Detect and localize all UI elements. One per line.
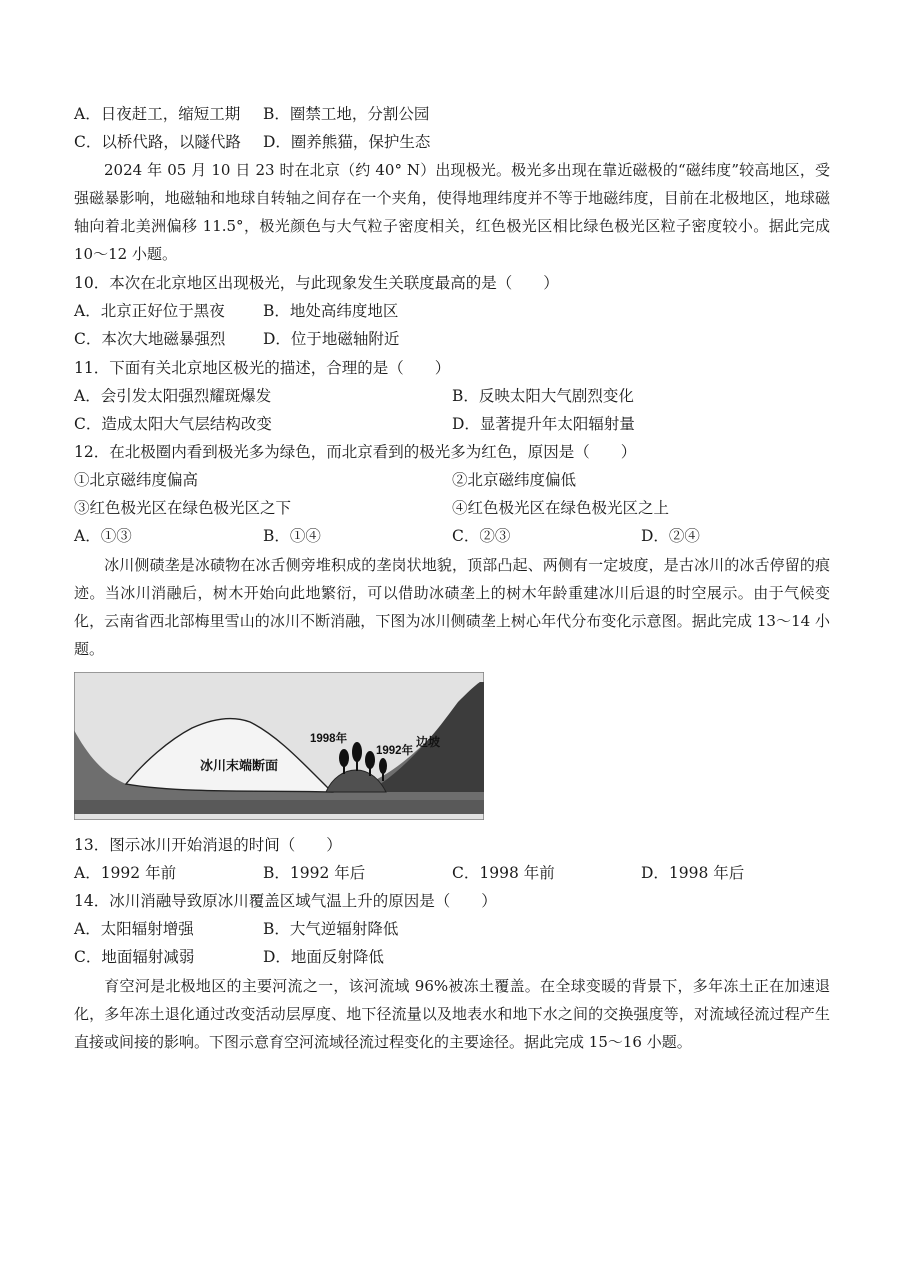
q14-option-c: C．地面辐射减弱 [74, 948, 195, 966]
q14-option-a: A．太阳辐射增强 [74, 920, 194, 938]
year-1998-label: 1998年 [310, 733, 348, 745]
glacier-label: 冰川末端断面 [200, 758, 279, 773]
q9-option-d: D．圈养熊猫，保护生态 [263, 133, 431, 151]
q11-option-a: A．会引发太阳强烈耀斑爆发 [74, 387, 272, 405]
q10-option-c: C．本次大地磁暴强烈 [74, 330, 226, 348]
q13-stem: 13．图示冰川开始消退的时间（ ） [74, 836, 342, 854]
aurora-intro-text: 2024 年 05 月 10 日 23 时在北京（约 40° N）出现极光。极光多出现在靠近磁极的“磁纬度”较高地区，受强磁暴影响，地磁轴和地球自转轴之间存在一个夹角，使得地理纬度并不等于地磁纬度，目前在北极地区，地球磁轴向着北美洲偏移 11.5°，极光颜色与大气粒子密度相关，红色极光区相比绿色极光区粒子密度较小。据此完成 10～12 小题。 [74, 161, 830, 263]
q10-option-a: A．北京正好位于黑夜 [74, 302, 225, 320]
glacier-intro-paragraph [74, 551, 830, 663]
aurora-intro-paragraph [74, 156, 830, 268]
q13-option-b: B．1992 年后 [263, 864, 366, 882]
q12-option-b: B．①④ [263, 527, 321, 545]
q12-statement-2: ②北京磁纬度偏低 [452, 471, 577, 489]
q12-statement-3: ③红色极光区在绿色极光区之下 [74, 499, 292, 517]
q9-option-c: C．以桥代路，以隧代路 [74, 133, 241, 151]
q12-statement-1: ①北京磁纬度偏高 [74, 471, 199, 489]
q11-option-d: D．显著提升年太阳辐射量 [452, 415, 635, 433]
q13-option-c: C．1998 年前 [452, 864, 555, 882]
q11-option-c: C．造成太阳大气层结构改变 [74, 415, 272, 433]
glacier-intro-text: 冰川侧碛垄是冰碛物在冰舌侧旁堆积成的垄岗状地貌，顶部凸起、两侧有一定坡度，是古冰川的冰舌停留的痕迹。当冰川消融后，树木开始向此地繁衍，可以借助冰碛垄上的树木年龄重建冰川后退的时空展示。由于气候变化，云南省西北部梅里雪山的冰川不断消融，下图为冰川侧碛垄上树心年代分布变化示意图。据此完成 13～14 小题。 [74, 556, 830, 658]
slope-label: 边坡 [416, 735, 441, 749]
q11-stem: 11．下面有关北京地区极光的描述，合理的是（ ） [74, 359, 451, 377]
q14-stem: 14．冰川消融导致原冰川覆盖区域气温上升的原因是（ ） [74, 892, 497, 910]
q12-option-c: C．②③ [452, 527, 511, 545]
glacier-moraine-diagram [74, 672, 484, 820]
q12-stem: 12．在北极圈内看到极光多为绿色，而北京看到的极光多为红色，原因是（ ） [74, 443, 637, 461]
q14-option-b: B．大气逆辐射降低 [263, 920, 399, 938]
q12-option-a: A．①③ [74, 527, 132, 545]
yukon-intro-paragraph [74, 972, 830, 1056]
q10-stem: 10．本次在北京地区出现极光，与此现象发生关联度最高的是（ ） [74, 274, 559, 292]
q11-option-b: B．反映太阳大气剧烈变化 [452, 387, 634, 405]
q13-option-d: D．1998 年后 [641, 864, 745, 882]
q12-statement-4: ④红色极光区在绿色极光区之上 [452, 499, 670, 517]
q12-option-d: D．②④ [641, 527, 700, 545]
q10-option-b: B．地处高纬度地区 [263, 302, 399, 320]
q9-option-b: B．圈禁工地，分割公园 [263, 105, 430, 123]
q13-option-a: A．1992 年前 [74, 864, 177, 882]
year-1992-label: 1992年 [376, 745, 414, 757]
q14-option-d: D．地面反射降低 [263, 948, 384, 966]
q10-option-d: D．位于地磁轴附近 [263, 330, 400, 348]
q9-option-a: A．日夜赶工，缩短工期 [74, 105, 241, 123]
yukon-intro-text: 育空河是北极地区的主要河流之一，该河流域 96%被冻土覆盖。在全球变暖的背景下，多年冻土正在加速退化，多年冻土退化通过改变活动层厚度、地下径流量以及地表水和地下水之间的交换强度等，对流域径流过程产生直接或间接的影响。下图示意育空河流域径流过程变化的主要途径。据此完成 15～16 小题。 [74, 977, 830, 1051]
glacier-moraine-figure [74, 672, 484, 820]
